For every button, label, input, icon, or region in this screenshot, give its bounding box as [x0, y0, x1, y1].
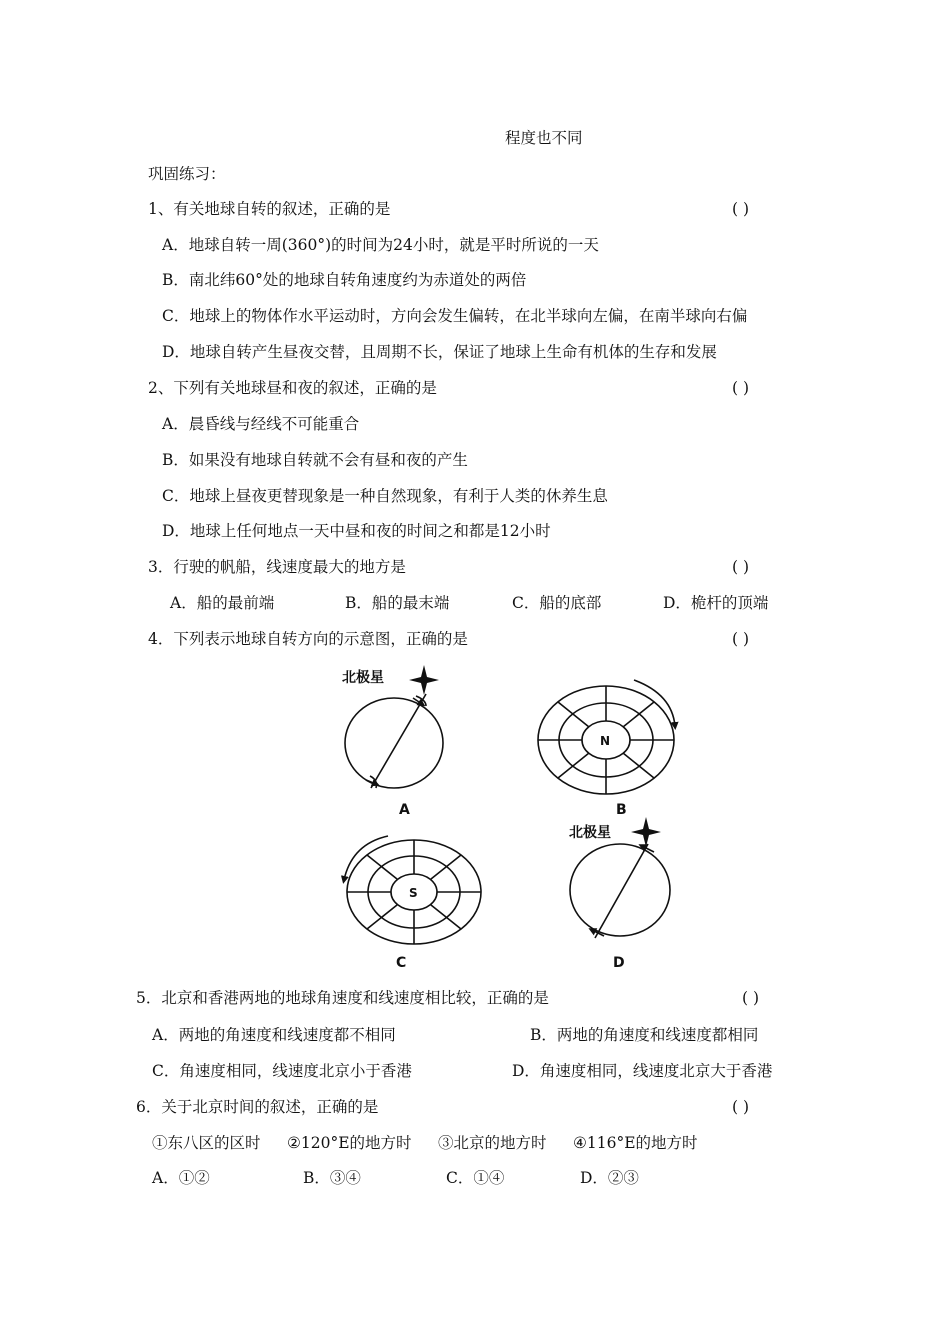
panel-label-c: C [396, 955, 407, 971]
section-title: 巩固练习： [148, 165, 226, 183]
panel-label-d: D [613, 955, 625, 971]
question-6-answer-bracket[interactable]: ( ) [732, 1098, 750, 1116]
continued-text: 程度也不同 [505, 129, 583, 147]
panel-a-globe [345, 694, 443, 788]
question-1-option-c: C．地球上的物体作水平运动时，方向会发生偏转，在北半球向左偏，在南半球向右偏 [162, 307, 748, 325]
question-2-option-c: C．地球上昼夜更替现象是一种自然现象，有利于人类的休养生息 [162, 487, 608, 505]
question-5-answer-bracket[interactable]: ( ) [742, 989, 760, 1007]
question-6-stem: 6．关于北京时间的叙述，正确的是 [136, 1098, 379, 1116]
question-5-option-c: C．角速度相同，线速度北京小于香港 [152, 1062, 412, 1080]
earth-rotation-figure [258, 656, 698, 974]
question-3-answer-bracket[interactable]: ( ) [732, 558, 750, 576]
panel-label-a: A [399, 802, 410, 818]
panel-d-globe [570, 844, 670, 938]
earth-rotation-diagrams [258, 656, 698, 974]
question-6-item-4: ④116°E的地方时 [573, 1134, 698, 1152]
question-1-option-d: D．地球自转产生昼夜交替，且周期不长，保证了地球上生命有机体的生存和发展 [162, 343, 717, 361]
question-3-stem: 3．行驶的帆船，线速度最大的地方是 [148, 558, 406, 576]
question-6-item-3: ③北京的地方时 [438, 1134, 547, 1152]
pole-n-label: N [600, 734, 611, 748]
question-2-option-b: B．如果没有地球自转就不会有昼和夜的产生 [162, 451, 468, 469]
question-6-item-1: ①东八区的区时 [152, 1134, 261, 1152]
question-4-stem: 4．下列表示地球自转方向的示意图，正确的是 [148, 630, 468, 648]
question-6-option-c: C．①④ [446, 1169, 505, 1187]
question-6-option-a: A．①② [152, 1169, 210, 1187]
question-5-option-b: B．两地的角速度和线速度都相同 [530, 1026, 759, 1044]
question-6-option-d: D．②③ [580, 1169, 639, 1187]
polaris-star-icon-d [631, 817, 661, 847]
panel-label-b: B [616, 802, 627, 818]
question-1-option-a: A．地球自转一周(360°)的时间为24小时，就是平时所说的一天 [162, 236, 599, 254]
question-2-option-a: A．晨昏线与经线不可能重合 [162, 415, 360, 433]
question-2-stem: 2、下列有关地球昼和夜的叙述，正确的是 [148, 379, 437, 397]
question-5-stem: 5．北京和香港两地的地球角速度和线速度相比较，正确的是 [136, 989, 549, 1007]
question-1-stem: 1、有关地球自转的叙述，正确的是 [148, 200, 391, 218]
question-3-option-a: A．船的最前端 [170, 594, 275, 612]
question-5-option-d: D．角速度相同，线速度北京大于香港 [512, 1062, 773, 1080]
question-4-answer-bracket[interactable]: ( ) [732, 630, 750, 648]
question-6-item-2: ②120°E的地方时 [287, 1134, 412, 1152]
question-2-option-d: D．地球上任何地点一天中昼和夜的时间之和都是12小时 [162, 522, 551, 540]
question-1-answer-bracket[interactable]: ( ) [732, 200, 750, 218]
question-5-option-a: A．两地的角速度和线速度都不相同 [152, 1026, 396, 1044]
pole-s-label: S [409, 886, 418, 900]
question-3-option-b: B．船的最末端 [345, 594, 450, 612]
question-1-option-b: B．南北纬60°处的地球自转角速度约为赤道处的两倍 [162, 271, 527, 289]
question-3-option-c: C．船的底部 [512, 594, 602, 612]
question-2-answer-bracket[interactable]: ( ) [732, 379, 750, 397]
polaris-star-icon-a [409, 665, 439, 695]
question-3-option-d: D．桅杆的顶端 [663, 594, 769, 612]
polaris-label-d: 北极星 [569, 825, 611, 841]
polaris-label-a: 北极星 [342, 670, 384, 686]
question-6-option-b: B．③④ [303, 1169, 361, 1187]
